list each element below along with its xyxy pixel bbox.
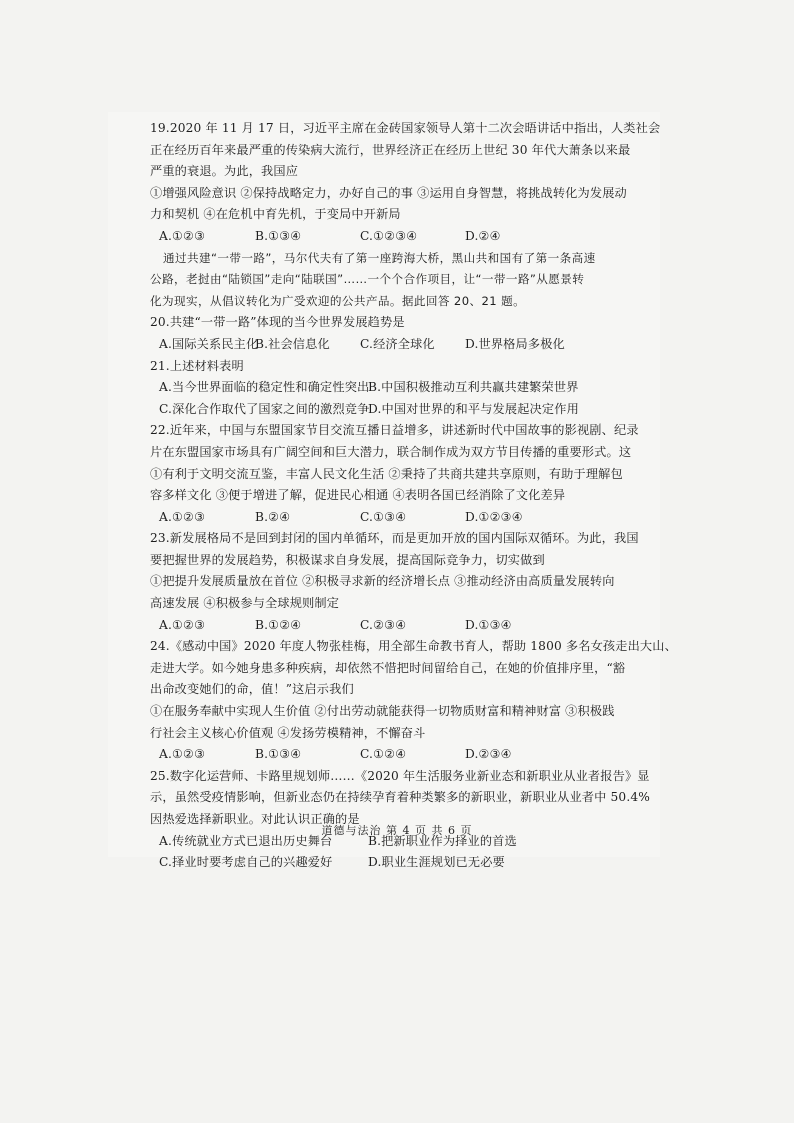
q22-options — [150, 507, 650, 529]
q19-option-d: D.②④ — [465, 228, 501, 243]
q19-line: 力和契机 ④在危机中育先机，于变局中开新局 — [150, 207, 401, 222]
q22-option-d: D.①②③④ — [465, 509, 523, 524]
q23-options — [150, 615, 650, 637]
q25-line: 25.数字化运营师、卡路里规划师……《2020 年生活服务业新业态和新职业从业者报告》显 — [150, 768, 650, 783]
q24-line: 行社会主义核心价值观 ④发扬劳模精神，不懈奋斗 — [150, 725, 426, 740]
q23-option-d: D.①③④ — [465, 617, 512, 632]
q24-option-b: B.①③④ — [255, 747, 302, 762]
q21-options-row2 — [150, 399, 650, 421]
question-24 — [150, 636, 677, 766]
q19-line: 严重的衰退。为此，我国应 — [150, 164, 299, 179]
q22-option-c: C.①③④ — [360, 509, 407, 524]
q19-line: 19.2020 年 11 月 17 日，习近平主席在金砖国家领导人第十二次会晤讲话中指出，人类社会 — [150, 121, 661, 135]
q21-option-d: D.中国对世界的和平与发展起决定作用 — [368, 401, 579, 416]
q22-option-a: A.①②③ — [159, 509, 206, 524]
q22-line: 22.近年来，中国与东盟国家节目交流互播日益增多，讲述新时代中国故事的影视剧、纪录 — [150, 423, 639, 438]
q20-option-a: A.国际关系民主化 — [159, 336, 259, 351]
passage-line: 化为现实，从倡议转化为广受欢迎的公共产品。据此回答 20、21 题。 — [150, 293, 526, 308]
question-25 — [150, 766, 650, 874]
q19-line: ①增强风险意识 ②保持战略定力，办好自己的事 ③运用自身智慧，将挑战转化为发展动 — [150, 185, 627, 200]
q24-line: 24.《感动中国》2020 年度人物张桂梅，用全部生命教书育人，帮助 1800 多名女孩走出大山、 — [150, 639, 677, 654]
q20-stem: 20.共建“一带一路”体现的当今世界发展趋势是 — [150, 315, 405, 330]
q24-option-c: C.①②④ — [360, 747, 407, 762]
q25-line: 因热爱选择新职业。对此认识正确的是 — [150, 812, 360, 826]
question-21 — [150, 356, 650, 421]
q24-line: ①在服务奉献中实现人生价值 ②付出劳动就能获得一切物质财富和精神财富 ③积极践 — [150, 704, 615, 719]
q25-option-b: B.把新职业作为择业的首选 — [368, 833, 517, 848]
exam-content — [150, 118, 677, 874]
q24-options — [150, 744, 650, 766]
q24-option-a: A.①②③ — [159, 747, 206, 762]
q20-option-b: B.社会信息化 — [255, 336, 330, 351]
q23-line: 23.新发展格局不是回到封闭的国内单循环，而是更加开放的国内国际双循环。为此，我国 — [150, 531, 639, 546]
q24-line: 出命改变她们的命，值！”这启示我们 — [150, 682, 354, 697]
q25-option-c: C.择业时要考虑自己的兴趣爱好 — [159, 855, 333, 870]
q22-option-b: B.②④ — [255, 509, 291, 524]
q21-option-a: A.当今世界面临的稳定性和确定性突出 — [159, 380, 370, 395]
q23-option-b: B.①②④ — [255, 617, 302, 632]
q21-options-row1 — [150, 377, 650, 399]
q24-line: 走进大学。如今她身患多种疾病，却依然不惜把时间留给自己，在她的价值排序里，“豁 — [150, 660, 626, 675]
question-20 — [150, 312, 650, 355]
question-22 — [150, 420, 650, 528]
q19-options — [150, 226, 650, 248]
q22-line: ①有利于文明交流互鉴，丰富人民文化生活 ②秉持了共商共建共享原则，有助于理解包 — [150, 466, 623, 481]
q21-option-b: B.中国积极推动互利共赢共建繁荣世界 — [368, 380, 579, 395]
q23-line: ①把提升发展质量放在首位 ②积极寻求新的经济增长点 ③推动经济由高质量发展转向 — [150, 574, 615, 589]
q21-option-c: C.深化合作取代了国家之间的激烈竞争 — [159, 401, 370, 416]
q20-options — [150, 334, 650, 356]
q19-option-c: C.①②③④ — [360, 228, 418, 243]
q25-option-d: D.职业生涯规划已无必要 — [368, 855, 505, 870]
q23-option-a: A.①②③ — [159, 617, 206, 632]
q25-line: 示，虽然受疫情影响，但新业态仍在持续孕育着种类繁多的新职业，新职业从业者中 50.4% — [150, 790, 650, 805]
reading-passage — [150, 248, 650, 313]
q22-line: 容多样文化 ③便于增进了解，促进民心相通 ④表明各国已经消除了文化差异 — [150, 488, 566, 503]
q25-option-a: A.传统就业方式已退出历史舞台 — [159, 833, 333, 848]
q20-option-d: D.世界格局多极化 — [465, 336, 565, 351]
q19-option-a: A.①②③ — [159, 228, 206, 243]
passage-line: 通过共建“一带一路”，马尔代夫有了第一座跨海大桥，黑山共和国有了第一条高速 — [163, 250, 596, 265]
page-footer: 道德与法治 第 4 页 共 6 页 — [321, 824, 473, 837]
q22-line: 片在东盟国家市场具有广阔空间和巨大潜力，联合制作成为双方节目传播的重要形式。这 — [150, 444, 632, 459]
q20-option-c: C.经济全球化 — [360, 336, 435, 351]
q19-option-b: B.①③④ — [255, 228, 302, 243]
q23-option-c: C.②③④ — [360, 617, 407, 632]
q25-options-row2 — [150, 852, 650, 874]
q23-line: 高速发展 ④积极参与全球规则制定 — [150, 596, 340, 611]
question-23 — [150, 528, 650, 636]
q24-option-d: D.②③④ — [465, 747, 512, 762]
question-19 — [150, 118, 661, 248]
q23-line: 要把握世界的发展趋势，积极谋求自身发展，提高国际竞争力，切实做到 — [150, 552, 545, 567]
q21-stem: 21.上述材料表明 — [150, 358, 244, 373]
passage-line: 公路，老挝由“陆锁国”走向“陆联国”……一个个合作项目，让“一带一路”从愿景转 — [150, 272, 585, 287]
q19-line: 正在经历百年来最严重的传染病大流行，世界经济正在经历上世纪 30 年代大萧条以来最 — [150, 142, 631, 157]
